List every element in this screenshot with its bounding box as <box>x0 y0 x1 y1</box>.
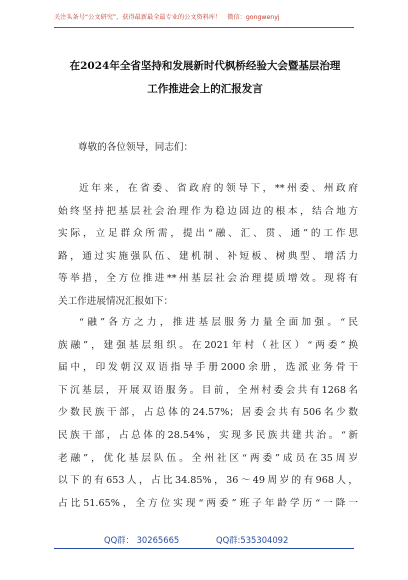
document-title-line-2: 工作推进会上的汇报发言 <box>147 83 263 95</box>
paragraph-line: 关工作进展情况汇报如下： <box>58 295 174 307</box>
paragraph-line: 近年来，在省委、省政府的领导下，**州委、州政府 <box>79 183 358 194</box>
footer <box>0 532 408 548</box>
banner-promo-text: 关注头条号“公文研究”，获得最新最全最专业的公文资料库！ <box>54 14 222 21</box>
paragraph-line: 等举措，全方位推进**州基层社会治理提质增效。现将有 <box>58 273 358 285</box>
paragraph-line: 届中，印发朝汉双语指导手册2000余册，选派业务骨干 <box>58 362 358 374</box>
paragraph-line: 占比51.65%，全方位实现“两委”班子年龄学历“一降一 <box>58 497 358 509</box>
paragraph-2 <box>58 312 358 515</box>
paragraph-line: 实际，立足群众所需，提出“融、汇、贯、通”的工作思 <box>58 228 358 240</box>
paragraph-line: 少数民族干部，占总体的24.57%；居委会共有506名少数 <box>58 407 358 419</box>
paragraph-line: 以下的有653人，占比34.85%，36～49周岁的有968人， <box>58 475 358 487</box>
paragraph-line: 路，通过实施强队伍、建机制、补短板、树典型、增活力 <box>58 250 358 262</box>
paragraph-line: 族融”，建强基层组织。在2021年村（社区）“两委”换 <box>58 339 358 351</box>
footer-qq-group-1: QQ群： 30265665 <box>104 535 180 545</box>
footer-qq-group-2: QQ群:535304092 <box>216 535 289 545</box>
greeting: 尊敬的各位领导，同志们： <box>78 142 194 153</box>
header-divider <box>54 27 354 28</box>
paragraph-line: 民族干部，占总体的28.54%，实现多民族共建共治。“新 <box>58 429 358 441</box>
paragraph-line: 始终坚持把基层社会治理作为稳边固边的根本，结合地方 <box>58 205 358 217</box>
paragraph-line: 下沉基层，开展双语服务。目前，全州村委会共有1268名 <box>58 384 358 396</box>
document-title-line-1: 在2024年全省坚持和发展新时代枫桥经验大会暨基层治理 <box>69 60 341 72</box>
paragraph-line: “融”各方之力，推进基层服务力量全面加强。“民 <box>79 317 358 328</box>
footer-divider <box>54 548 354 549</box>
paragraph-1 <box>58 178 358 314</box>
banner-wechat-text: 微信：gongwenyj <box>227 14 280 21</box>
top-banner <box>54 12 350 24</box>
paragraph-line: 老融”，优化基层队伍。全州社区“两委”成员在35周岁 <box>58 452 358 464</box>
